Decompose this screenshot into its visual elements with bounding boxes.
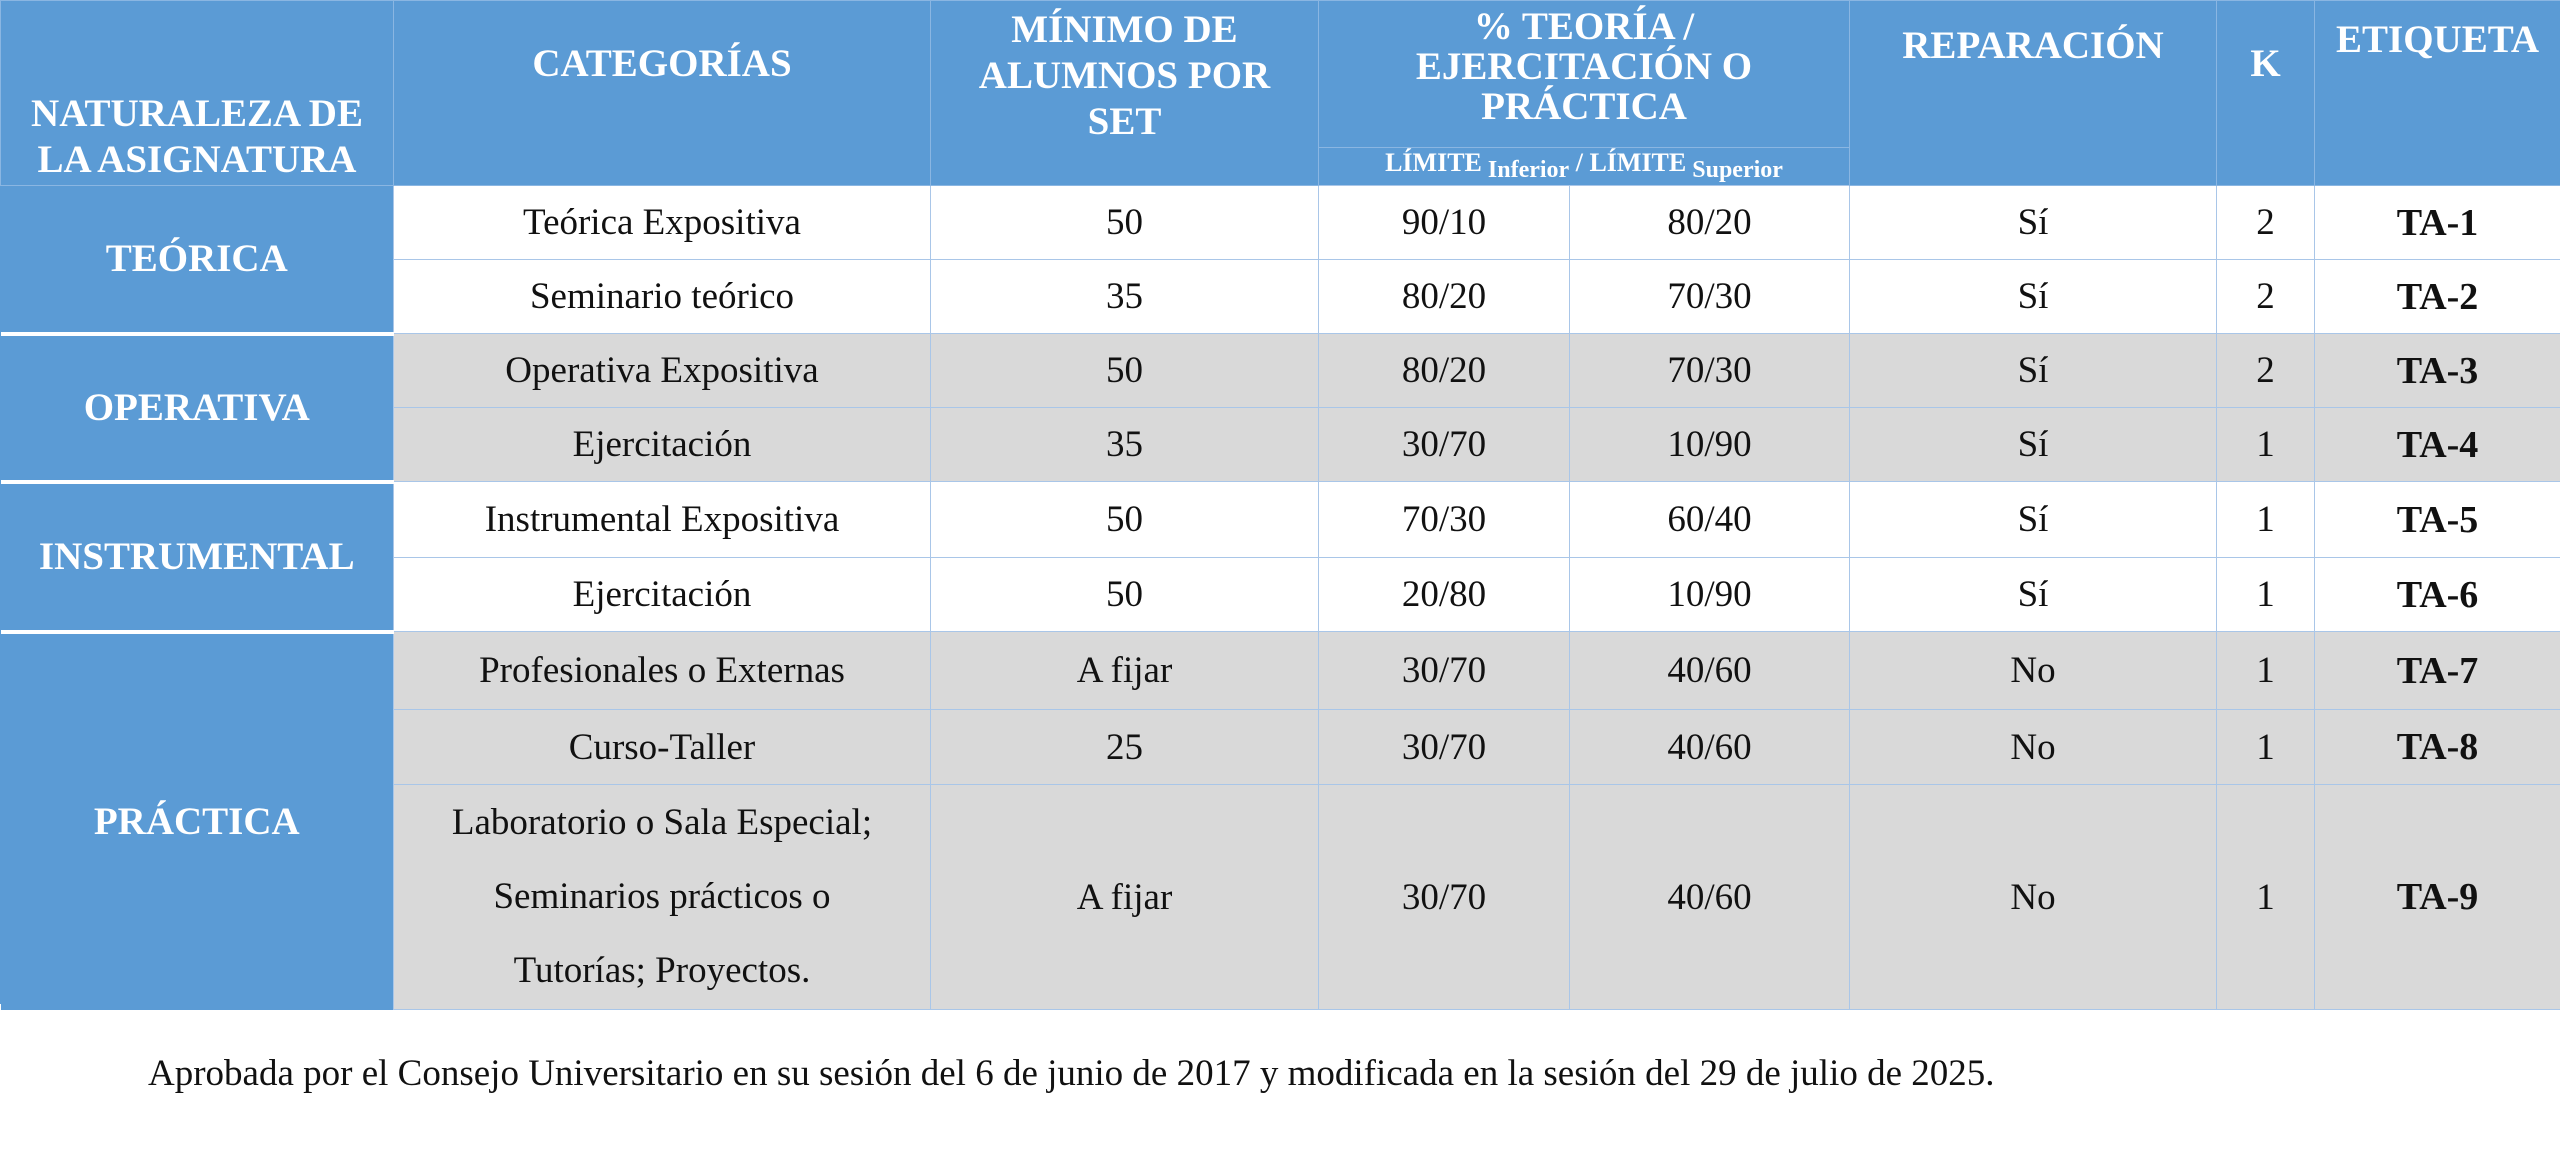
cell-reparacion: No <box>1850 785 2217 1010</box>
limite-superior-label: Superior <box>1692 157 1783 183</box>
cell-k: 1 <box>2217 408 2315 482</box>
cell-superior: 40/60 <box>1570 785 1850 1010</box>
cell-etiqueta: TA-9 <box>2315 785 2560 1010</box>
cell-reparacion: Sí <box>1850 186 2217 260</box>
limite-label-2: LÍMITE <box>1589 148 1687 177</box>
cell-minimo: 50 <box>931 482 1319 558</box>
header-row <box>1 1 2560 148</box>
table-row <box>1 482 2560 558</box>
cell-minimo: 35 <box>931 408 1319 482</box>
approval-note: Aprobada por el Consejo Universitario en su sesión del 6 de junio de 2017 y modificada en la sesión del 29 de julio de 2025. <box>148 1053 1995 1094</box>
cell-inferior: 80/20 <box>1319 260 1570 334</box>
header-categorias: CATEGORÍAS <box>394 1 931 186</box>
cell-k: 2 <box>2217 186 2315 260</box>
cell-k: 1 <box>2217 710 2315 785</box>
categoria-line: Tutorías; Proyectos. <box>513 950 811 991</box>
cell-k: 2 <box>2217 334 2315 408</box>
cell-k: 1 <box>2217 785 2315 1010</box>
cell-reparacion: Sí <box>1850 260 2217 334</box>
cell-categoria: Operativa Expositiva <box>394 334 931 408</box>
cell-reparacion: No <box>1850 632 2217 710</box>
cell-etiqueta: TA-6 <box>2315 558 2560 632</box>
table-row <box>1 186 2560 260</box>
cell-inferior: 30/70 <box>1319 710 1570 785</box>
cell-minimo: 25 <box>931 710 1319 785</box>
group-teorica: TEÓRICA <box>1 186 394 334</box>
cell-superior: 40/60 <box>1570 632 1850 710</box>
cell-etiqueta: TA-7 <box>2315 632 2560 710</box>
limite-label: LÍMITE <box>1385 148 1482 177</box>
cell-superior: 60/40 <box>1570 482 1850 558</box>
categoria-line: Seminarios prácticos o <box>493 876 831 917</box>
limite-slash: / <box>1569 148 1590 177</box>
cell-inferior: 30/70 <box>1319 632 1570 710</box>
cell-etiqueta: TA-4 <box>2315 408 2560 482</box>
cell-etiqueta: TA-2 <box>2315 260 2560 334</box>
header-limites <box>1319 148 1850 186</box>
cell-superior: 80/20 <box>1570 186 1850 260</box>
categoria-line: Laboratorio o Sala Especial; <box>451 802 873 843</box>
cell-inferior: 90/10 <box>1319 186 1570 260</box>
header-minimo-alumnos: MÍNIMO DE ALUMNOS POR SET <box>931 1 1319 186</box>
cell-superior: 70/30 <box>1570 334 1850 408</box>
cell-minimo: A fijar <box>931 785 1319 1010</box>
cell-inferior: 30/70 <box>1319 785 1570 1010</box>
cell-etiqueta: TA-8 <box>2315 710 2560 785</box>
header-naturaleza: NATURALEZA DE LA ASIGNATURA <box>1 1 394 186</box>
cell-categoria: Ejercitación <box>394 558 931 632</box>
cell-superior: 10/90 <box>1570 558 1850 632</box>
cell-minimo: 50 <box>931 186 1319 260</box>
header-etiqueta: ETIQUETA <box>2315 1 2560 186</box>
cell-categoria: Profesionales o Externas <box>394 632 931 710</box>
cell-k: 2 <box>2217 260 2315 334</box>
cell-k: 1 <box>2217 558 2315 632</box>
cell-categoria: Ejercitación <box>394 408 931 482</box>
cell-categoria: Seminario teórico <box>394 260 931 334</box>
cell-inferior: 30/70 <box>1319 408 1570 482</box>
cell-inferior: 70/30 <box>1319 482 1570 558</box>
cell-reparacion: Sí <box>1850 408 2217 482</box>
cell-reparacion: No <box>1850 710 2217 785</box>
header-k: K <box>2217 1 2315 186</box>
cell-inferior: 80/20 <box>1319 334 1570 408</box>
cell-minimo: 50 <box>931 558 1319 632</box>
cell-reparacion: Sí <box>1850 558 2217 632</box>
group-practica: PRÁCTICA <box>1 632 394 1010</box>
header-teoria-practica: % TEORÍA / EJERCITACIÓN O PRÁCTICA <box>1319 1 1850 148</box>
group-operativa: OPERATIVA <box>1 334 394 482</box>
cell-k: 1 <box>2217 632 2315 710</box>
table-row <box>1 632 2560 710</box>
limite-inferior-label: Inferior <box>1487 157 1570 183</box>
group-instrumental: INSTRUMENTAL <box>1 482 394 632</box>
cell-reparacion: Sí <box>1850 482 2217 558</box>
cell-inferior: 20/80 <box>1319 558 1570 632</box>
cell-minimo: A fijar <box>931 632 1319 710</box>
cell-etiqueta: TA-3 <box>2315 334 2560 408</box>
cell-categoria: Curso-Taller <box>394 710 931 785</box>
cell-k: 1 <box>2217 482 2315 558</box>
cell-superior: 10/90 <box>1570 408 1850 482</box>
table-row <box>1 334 2560 408</box>
cell-etiqueta: TA-5 <box>2315 482 2560 558</box>
cell-categoria: Instrumental Expositiva <box>394 482 931 558</box>
cell-superior: 40/60 <box>1570 710 1850 785</box>
header-reparacion: REPARACIÓN <box>1850 1 2217 186</box>
cell-categoria <box>394 785 931 1010</box>
cell-etiqueta: TA-1 <box>2315 186 2560 260</box>
cell-categoria: Teórica Expositiva <box>394 186 931 260</box>
cell-minimo: 50 <box>931 334 1319 408</box>
cell-minimo: 35 <box>931 260 1319 334</box>
cell-reparacion: Sí <box>1850 334 2217 408</box>
cell-superior: 70/30 <box>1570 260 1850 334</box>
